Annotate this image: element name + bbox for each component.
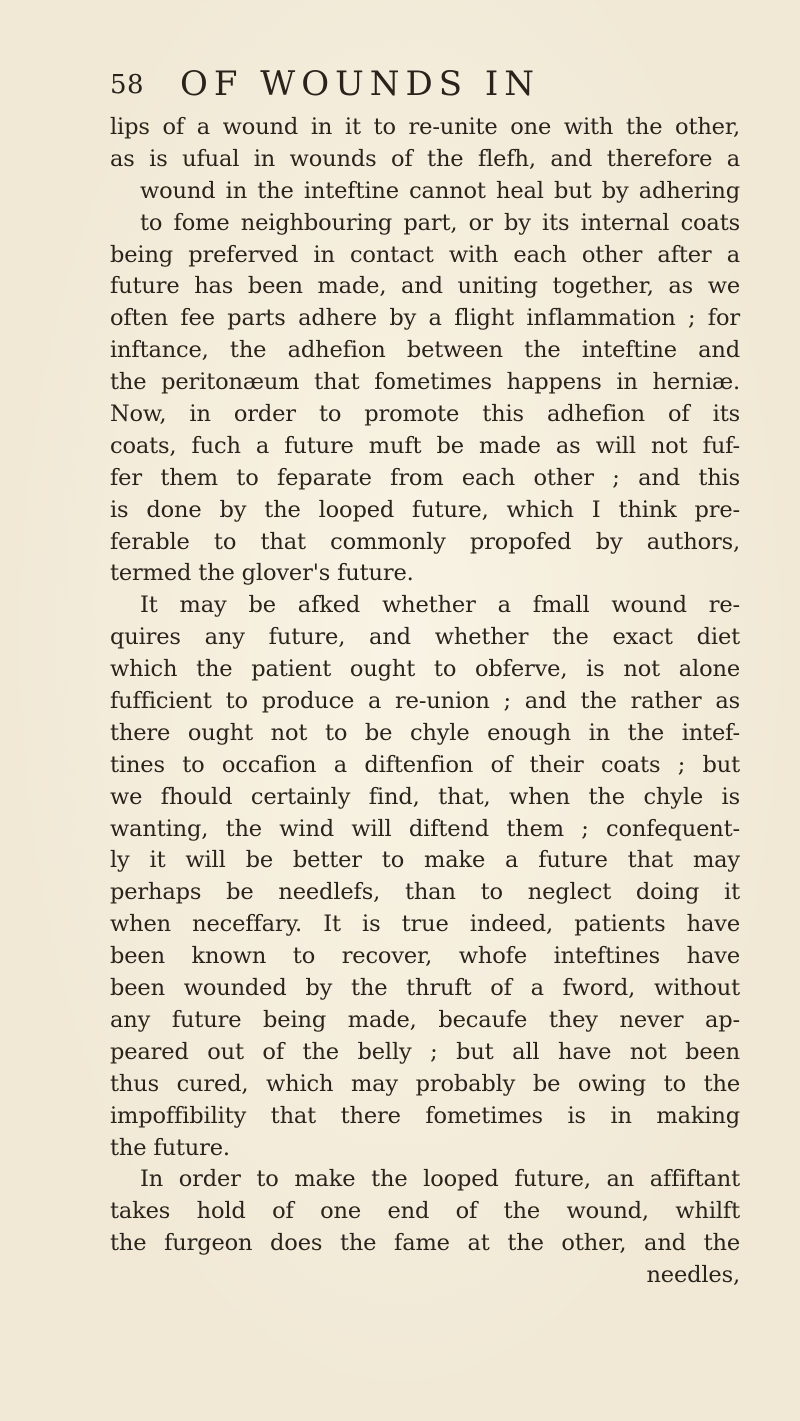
body-text	[110, 112, 740, 1292]
text-line: impoffibility that there fometimes is in making	[110, 1102, 740, 1129]
text-line: thus cured, which may probably be owing to the	[110, 1070, 740, 1097]
running-head: OF WOUNDS IN	[180, 64, 541, 104]
text-line: coats, fuch a future muft be made as will not fuf-	[110, 432, 740, 459]
text-line: lips of a wound in it to re-unite one with the other,	[110, 114, 740, 140]
catchword: needles,	[646, 1262, 740, 1289]
text-line: In order to make the looped future, an affiftant	[140, 1166, 740, 1193]
text-line: takes hold of one end of the wound, whilft	[110, 1198, 740, 1225]
text-line: termed the glover's future.	[110, 560, 414, 587]
text-line: It may be afked whether a fmall wound re-	[140, 592, 740, 619]
text-line: fer them to feparate from each other ; and this	[110, 464, 740, 491]
text-line: peared out of the belly ; but all have not been	[110, 1038, 740, 1065]
text-line: being preferved in contact with each other after a	[110, 241, 740, 268]
text-line: the future.	[110, 1134, 230, 1161]
text-line: been known to recover, whofe inteftines have	[110, 943, 740, 970]
text-line: fufficient to produce a re-union ; and the rather as	[110, 688, 740, 715]
text-line: which the patient ought to obferve, is not alone	[110, 656, 740, 683]
text-line: any future being made, becaufe they never ap-	[110, 1006, 740, 1033]
text-line: future has been made, and uniting together, as we	[110, 273, 740, 300]
text-line: quires any future, and whether the exact diet	[110, 624, 740, 651]
text-line: there ought not to be chyle enough in the intef-	[110, 719, 740, 746]
text-line: often fee parts adhere by a flight inflammation ; for	[110, 305, 740, 332]
text-line: when neceffary. It is true indeed, patients have	[110, 911, 740, 938]
text-line: wound in the inteftine cannot heal but by adhering	[140, 177, 740, 204]
text-line: to fome neighbouring part, or by its internal coats	[140, 209, 740, 236]
text-line: tines to occafion a diftenfion of their coats ; but	[110, 751, 740, 778]
text-line: inftance, the adhefion between the inteftine and	[110, 337, 740, 364]
text-line: Now, in order to promote this adhefion of its	[110, 401, 740, 428]
page-number: 58	[110, 70, 145, 100]
text-line: ferable to that commonly propofed by authors,	[110, 528, 740, 555]
text-line: the peritonæum that fometimes happens in herniæ.	[110, 369, 740, 396]
text-line: we fhould certainly find, that, when the chyle is	[110, 783, 740, 810]
text-line: wanting, the wind will diftend them ; confequent-	[110, 815, 740, 842]
text-line: been wounded by the thruft of a fword, without	[110, 975, 740, 1002]
page-header	[110, 64, 730, 108]
text-line: perhaps be needlefs, than to neglect doing it	[110, 879, 740, 906]
text-line: is done by the looped future, which I think pre-	[110, 496, 740, 523]
text-line: the furgeon does the fame at the other, and the	[110, 1230, 740, 1257]
text-line: as is ufual in wounds of the flefh, and therefore a	[110, 145, 740, 172]
text-line: ly it will be better to make a future that may	[110, 847, 740, 874]
